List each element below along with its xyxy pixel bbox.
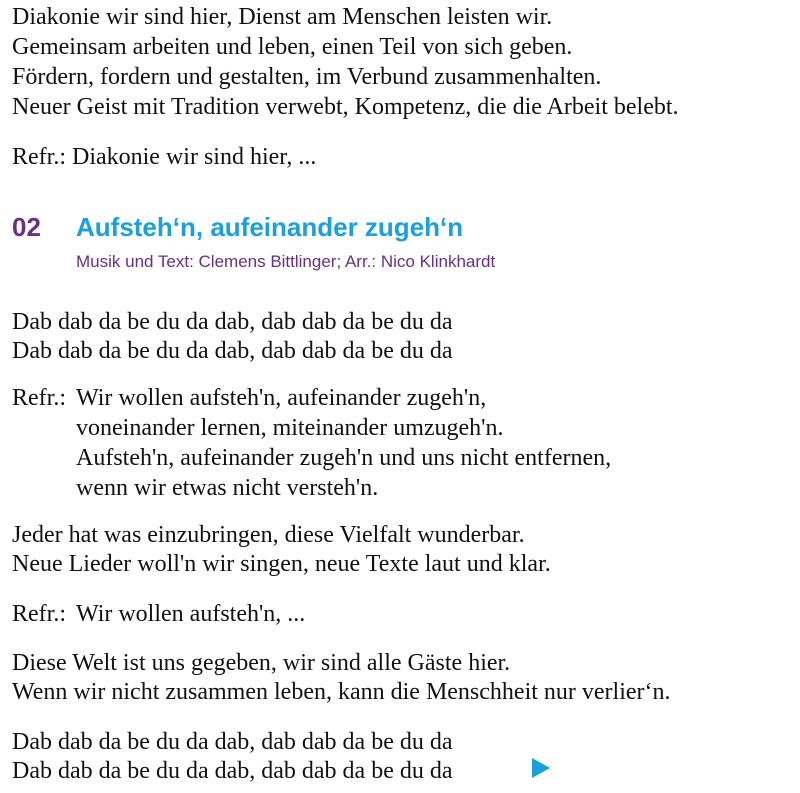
refrain-line: voneinander lernen, miteinander umzugeh'n. — [76, 415, 504, 441]
song-credits: Musik und Text: Clemens Bittlinger; Arr.: Nico Klinkhardt — [76, 252, 496, 271]
verse-line: Diese Welt ist uns gegeben, wir sind alle Gäste hier. — [12, 650, 511, 676]
scat-line: Dab dab da be du da dab, dab dab da be du da — [12, 309, 453, 335]
refrain-line: Aufsteh'n, aufeinander zugeh'n und uns nicht entfernen, — [76, 445, 612, 471]
refrain-short: Wir wollen aufsteh'n, ... — [76, 601, 306, 627]
refrain-label: Refr.: — [12, 601, 66, 627]
verse-line: Neue Lieder woll'n wir singen, neue Texte laut und klar. — [12, 551, 551, 577]
refrain-label: Refr.: — [12, 385, 66, 411]
refrain-line: wenn wir etwas nicht versteh'n. — [76, 475, 379, 501]
song-number: 02 — [12, 212, 41, 242]
intro-refrain: Refr.: Diakonie wir sind hier, ... — [12, 144, 317, 170]
verse-line: Wenn wir nicht zusammen leben, kann die Menschheit nur verlier‘n. — [12, 679, 671, 705]
play-arrow-icon[interactable] — [532, 758, 550, 778]
verse-line: Jeder hat was einzubringen, diese Vielfalt wunderbar. — [12, 522, 525, 548]
intro-verse-line: Gemeinsam arbeiten und leben, einen Teil von sich geben. — [12, 34, 573, 60]
intro-verse-line: Diakonie wir sind hier, Dienst am Menschen leisten wir. — [12, 4, 553, 30]
scat-line: Dab dab da be du da dab, dab dab da be du da — [12, 729, 453, 755]
refrain-line: Wir wollen aufsteh'n, aufeinander zugeh'n, — [76, 385, 487, 411]
song-title: Aufsteh‘n, aufeinander zugeh‘n — [76, 212, 464, 242]
intro-verse-line: Neuer Geist mit Tradition verwebt, Kompetenz, die die Arbeit belebt. — [12, 94, 679, 120]
scat-line: Dab dab da be du da dab, dab dab da be du da — [12, 338, 453, 364]
scat-line: Dab dab da be du da dab, dab dab da be du da — [12, 758, 453, 784]
intro-verse-line: Fördern, fordern und gestalten, im Verbund zusammenhalten. — [12, 64, 602, 90]
